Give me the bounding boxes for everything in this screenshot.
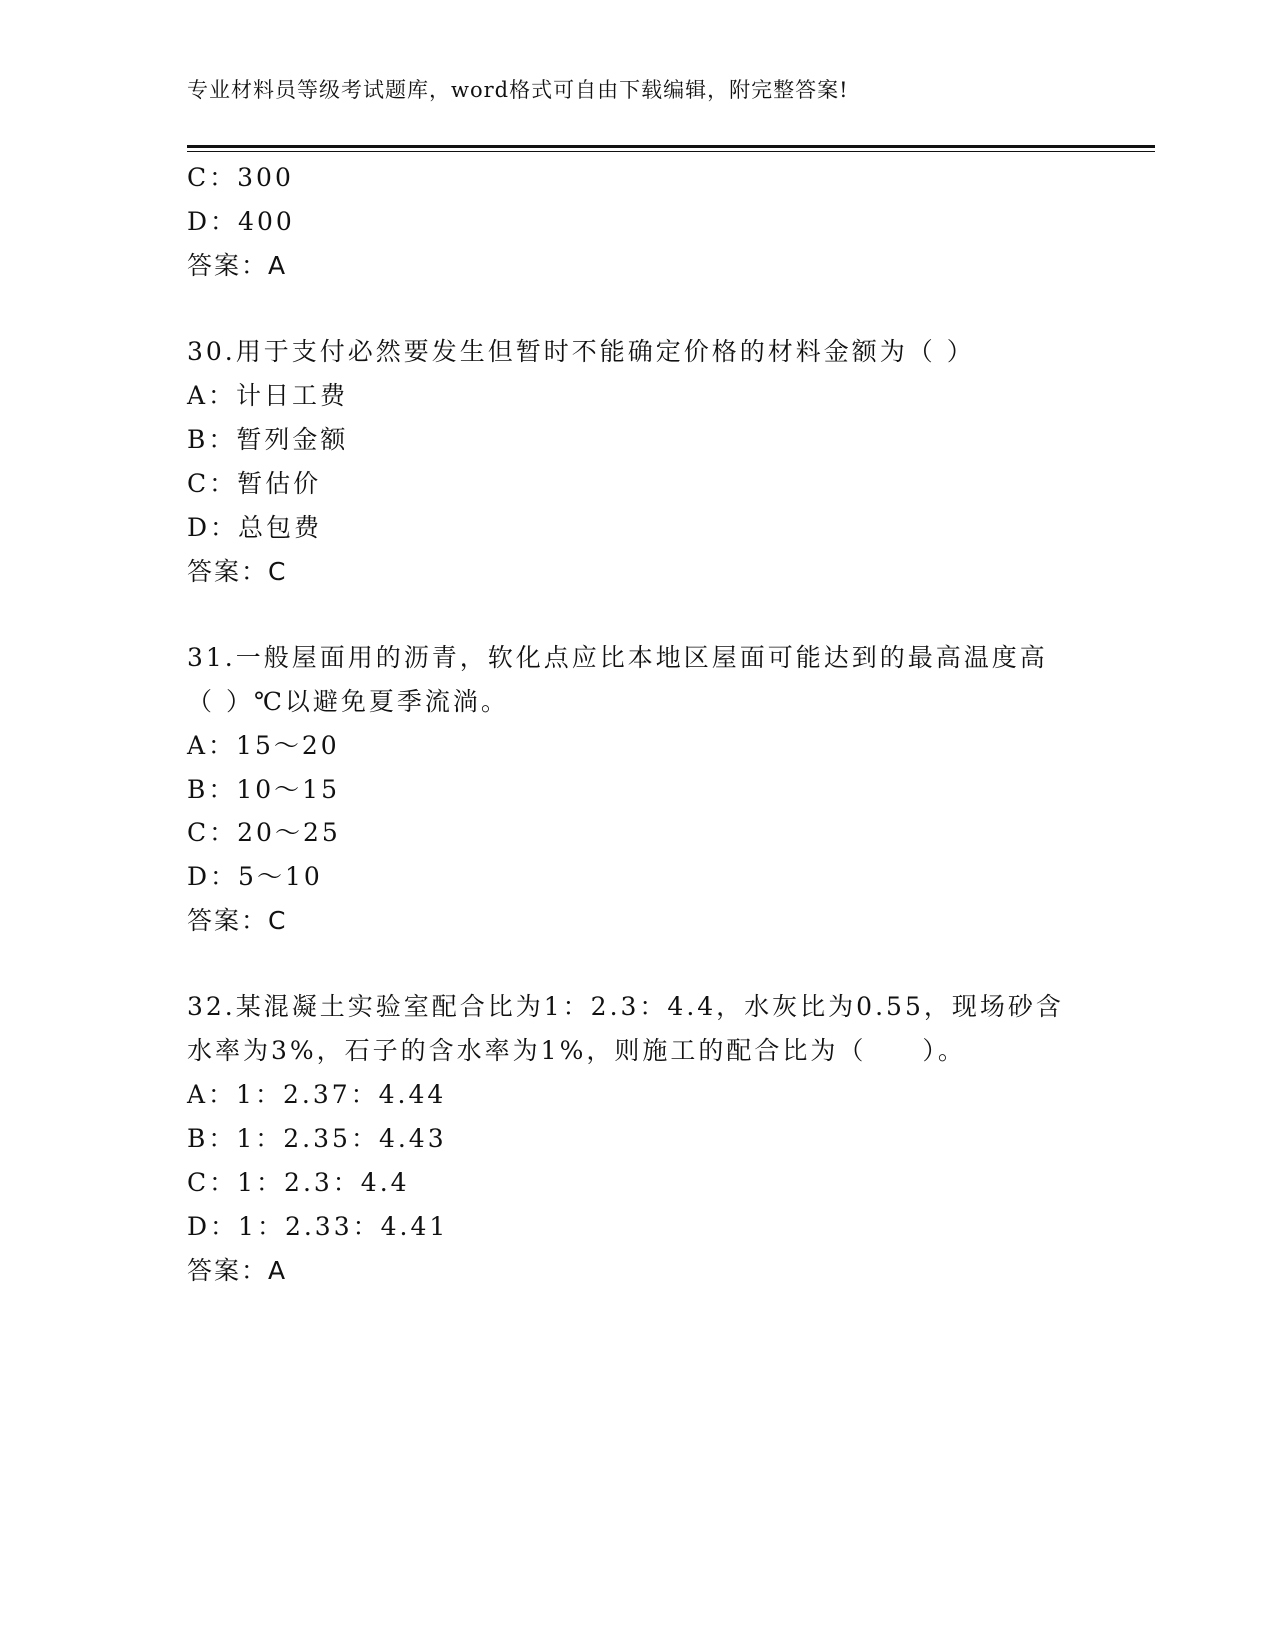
header-rule-thick [187,145,1155,148]
option-line: A：15～20 [187,731,340,760]
option-line: C：暂估价 [187,469,322,498]
option-line: D：5～10 [187,862,323,891]
answer-line: 答案：A [187,1256,288,1285]
option-line: A：1：2.37：4.44 [187,1080,447,1109]
question-stem: 32.某混凝土实验室配合比为1：2.3：4.4，水灰比为0.55，现场砂含 [187,992,1064,1021]
option-line: B：10～15 [187,775,340,804]
page-header: 专业材料员等级考试题库，word格式可自由下载编辑，附完整答案! [187,78,849,102]
answer-line: 答案：C [187,906,288,935]
option-line: C：20～25 [187,818,341,847]
option-line: B：暂列金额 [187,425,349,454]
answer-line: 答案：A [187,251,288,280]
option-line: C：300 [187,163,294,192]
question-stem: 水率为3%，石子的含水率为1%，则施工的配合比为（ ）。 [187,1036,966,1065]
option-line: A：计日工费 [187,381,349,410]
option-line: D：1：2.33：4.41 [187,1212,449,1241]
answer-line: 答案：C [187,557,288,586]
option-line: C：1：2.3：4.4 [187,1168,410,1197]
question-stem: 31.一般屋面用的沥青，软化点应比本地区屋面可能达到的最高温度高 [187,643,1048,672]
header-rule-thin [187,151,1155,152]
question-stem: （ ）℃以避免夏季流淌。 [187,687,509,716]
option-line: D：总包费 [187,513,323,542]
question-stem: 30.用于支付必然要发生但暂时不能确定价格的材料金额为（ ） [187,337,975,366]
option-line: D：400 [187,207,295,236]
option-line: B：1：2.35：4.43 [187,1124,447,1153]
